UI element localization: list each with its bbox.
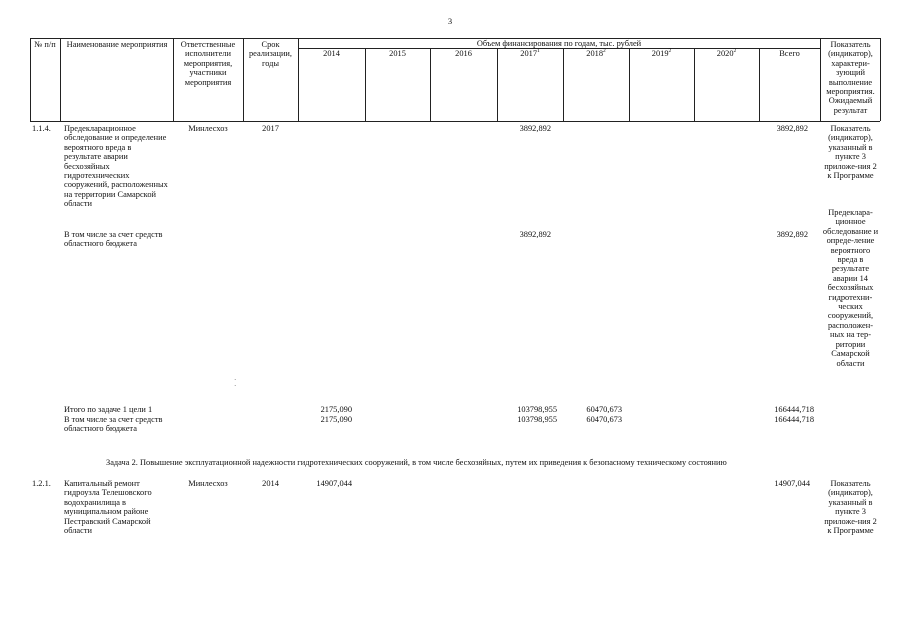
row-total: 14907,044 — [774, 479, 810, 488]
header-responsible: Ответственные исполнители мероприятия, участники мероприятия — [180, 40, 236, 87]
scan-mark: · — [234, 376, 237, 384]
totals-sub-value-2018: 60470,673 — [586, 415, 622, 424]
page-number: 3 — [447, 16, 453, 26]
task-heading: Задача 2. Повышение эксплуатационной надежности гидротехнических сооружений, в том числе бесхозяйных, путем их приведения к безопасному техническому состоянию — [106, 458, 727, 467]
totals-value-2014: 2175,090 — [320, 405, 352, 414]
row-name: Капитальный ремонт гидроузла Телешовского водохранилища в муниципальном районе Пестравский Самарской области — [64, 479, 152, 536]
row-name: Предекларационное обследование и определение вероятного вреда в результате аварии бесхозяйных гидротехнических сооружений, расположенных на территории Самарской области — [64, 124, 168, 209]
col-divider — [563, 48, 564, 121]
col-divider — [759, 48, 760, 121]
row-sub-value-2017: 3892,892 — [519, 230, 551, 239]
header-year-2018: 2018$^2$ — [586, 48, 606, 58]
header-bottom-rule — [30, 121, 880, 122]
row-term: 2017 — [262, 124, 279, 133]
row-responsible: Минлесхоз — [188, 124, 228, 133]
row-value-2014: 14907,044 — [316, 479, 352, 488]
col-divider — [365, 48, 366, 121]
header-year-2017: 2017$^1$ — [520, 48, 540, 58]
totals-sub-value-2017: 103798,955 — [517, 415, 557, 424]
row-indicator: Показатель (индикатор), указанный в пункте 3 приложе-ния 2 к Программе — [824, 479, 877, 536]
col-divider — [60, 38, 61, 121]
row-term: 2014 — [262, 479, 279, 488]
row-indicator: Показатель (индикатор), указанный в пункте 3 приложе-ния 2 к Программе — [824, 124, 877, 181]
totals-sub-total: 166444,718 — [774, 415, 814, 424]
col-divider — [694, 48, 695, 121]
row-sub-label: В том числе за счет средств областного бюджета — [64, 230, 163, 249]
header-year-2019: 2019$^2$ — [651, 48, 672, 58]
col-divider — [629, 48, 630, 121]
totals-value-2018: 60470,673 — [586, 405, 622, 414]
totals-sub-value-2014: 2175,090 — [320, 415, 352, 424]
totals-total: 166444,718 — [774, 405, 814, 414]
row-num: 1.1.4. — [32, 124, 51, 133]
header-term: Срок реализации, годы — [248, 40, 293, 68]
totals-sub-label: В том числе за счет средств областного бюджета — [64, 415, 163, 434]
col-divider — [243, 38, 244, 121]
col-divider — [497, 48, 498, 121]
header-indicator: Показатель (индикатор), характери-зующий выполнение мероприятия. Ожидаемый результат — [826, 40, 875, 115]
row-responsible: Минлесхоз — [188, 479, 228, 488]
header-total: Всего — [779, 49, 800, 58]
totals-label: Итого по задаче 1 цели 1 — [64, 405, 153, 414]
header-name: Наименование мероприятия — [66, 40, 168, 49]
col-divider — [173, 38, 174, 121]
scan-mark: · — [234, 382, 237, 390]
header-num: № п/п — [34, 40, 56, 49]
row-total: 3892,892 — [776, 124, 808, 133]
row-expected-result: Предекларa-ционное обследование и опреде-ление вероятного вреда в результате аварии 14 бесхозяйных гидротехни-ческих сооружений, расположен-ных на тер-ритории Самарской области — [822, 208, 879, 368]
row-sub-total: 3892,892 — [776, 230, 808, 239]
header-year-2020: 2020$^2$ — [716, 48, 737, 58]
header-funding: Объем финансирования по годам, тыс. рублей — [476, 39, 642, 48]
totals-value-2017: 103798,955 — [517, 405, 557, 414]
header-year-2015: 2015 — [389, 49, 406, 58]
col-divider — [30, 38, 31, 121]
col-divider — [430, 48, 431, 121]
row-value-2017: 3892,892 — [519, 124, 551, 133]
col-divider — [880, 38, 881, 121]
header-year-2016: 2016 — [455, 49, 472, 58]
header-year-2014: 2014 — [323, 49, 340, 58]
row-num: 1.2.1. — [32, 479, 51, 488]
col-divider — [820, 38, 821, 121]
